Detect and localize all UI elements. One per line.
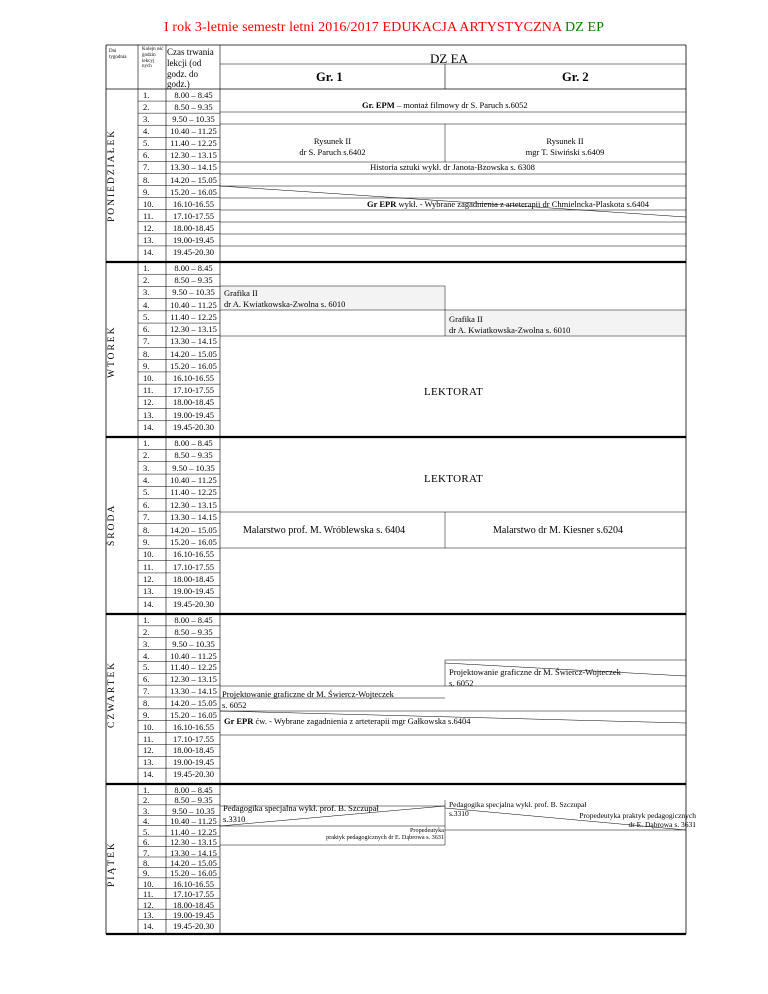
- header-gr2: Gr. 2: [562, 70, 589, 84]
- slot-time: 9.50 – 10.35: [172, 638, 215, 649]
- slot-time: 13.30 – 14.15: [170, 336, 217, 347]
- slot-time: 18.00-18.45: [172, 573, 215, 584]
- slot-time: 12.30 – 13.15: [170, 324, 217, 335]
- slot-number: 10.: [143, 198, 154, 209]
- slot-time: 8.50 – 9.35: [174, 450, 213, 461]
- slot-time: 13.30 – 14.15: [170, 162, 217, 173]
- slot-number: 7.: [143, 686, 150, 697]
- slot-time: 15.20 – 16.05: [170, 360, 217, 371]
- slot-number: 8.: [143, 348, 150, 359]
- slot-number: 7.: [143, 512, 150, 523]
- header-days: Dni tygodnia: [109, 49, 127, 60]
- slot-number: 9.: [143, 186, 150, 197]
- slot-number: 11.: [143, 889, 154, 900]
- slot-number: 9.: [143, 868, 150, 879]
- slot-time: 13.30 – 14.15: [170, 512, 217, 523]
- slot-time: 14.20 – 15.05: [170, 348, 217, 359]
- slot-time: 19.00-19.45: [172, 910, 215, 921]
- slot-time: 17.10-17.55: [172, 733, 215, 744]
- slot-number: 11.: [143, 733, 154, 744]
- slot-time: 19.00-19.45: [172, 757, 215, 768]
- fri-pedagogika-gr2: Pedagogika specjalna wykł. prof. B. Szczupał s.3310: [449, 800, 587, 819]
- slot-number: 2.: [143, 450, 150, 461]
- slot-time: 8.50 – 9.35: [174, 102, 213, 113]
- slot-time: 19.45-20.30: [172, 598, 215, 609]
- slot-number: 13.: [143, 586, 154, 597]
- mon-rysunek-gr1: Rysunek II dr S. Paruch s.6402: [299, 136, 366, 157]
- slot-number: 9.: [143, 709, 150, 720]
- slot-time: 15.20 – 16.05: [170, 186, 217, 197]
- slot-time: 13.30 – 14.15: [170, 686, 217, 697]
- slot-number: 6.: [143, 837, 150, 848]
- slot-time: 10.40 – 11.25: [170, 650, 217, 661]
- slot-time: 12.30 – 13.15: [170, 674, 217, 685]
- slot-number: 4.: [143, 816, 150, 827]
- slot-number: 4.: [143, 650, 150, 661]
- day-tuesday: WTOREK: [107, 325, 117, 378]
- slot-time: 13.30 – 14.15: [170, 847, 217, 858]
- thu-projektowanie-gr2: Projektowanie graficzne dr M. Świercz-Wojteczek s. 6052: [449, 667, 621, 688]
- slot-time: 18.00-18.45: [172, 397, 215, 408]
- slot-number: 14.: [143, 598, 154, 609]
- slot-number: 11.: [143, 561, 154, 572]
- slot-number: 6.: [143, 674, 150, 685]
- fri-propedeutyka-gr2: Propedeutyka praktyk pedagogicznych dr E. Dąbrowa s. 3631: [579, 811, 696, 830]
- slot-number: 5.: [143, 138, 150, 149]
- tue-grafika-gr1: Grafika II dr A. Kwiatkowska-Zwolna s. 6010: [224, 288, 346, 309]
- slot-time: 19.00-19.45: [172, 234, 215, 245]
- slot-number: 6.: [143, 150, 150, 161]
- slot-time: 8.00 – 8.45: [174, 438, 213, 448]
- slot-number: 12.: [143, 745, 154, 756]
- slot-number: 6.: [143, 324, 150, 335]
- slot-time: 9.50 – 10.35: [172, 805, 215, 816]
- slot-time: 19.45-20.30: [172, 769, 215, 780]
- slot-number: 13.: [143, 757, 154, 768]
- slot-time: 11.40 – 12.25: [170, 138, 217, 149]
- slot-time: 9.50 – 10.35: [172, 287, 215, 298]
- slot-time: 16.10-16.55: [172, 372, 215, 383]
- mon-historia: Historia sztuki wykł. dr Janota-Bzowska s. 6308: [370, 162, 535, 172]
- wed-malarstwo-gr1: Malarstwo prof. M. Wróblewska s. 6404: [243, 525, 406, 536]
- slot-number: 3.: [143, 462, 150, 473]
- mon-epr: Gr EPR wykł. - Wybrane zagadnienia z arteterapii dr Chmielncka-Plaskota s.6404: [367, 199, 649, 209]
- slot-time: 19.45-20.30: [172, 421, 215, 432]
- slot-number: 14.: [143, 920, 154, 931]
- slot-time: 12.30 – 13.15: [170, 837, 217, 848]
- day-thursday: CZWARTEK: [107, 660, 117, 728]
- slot-time: 18.00-18.45: [172, 899, 215, 910]
- slot-time: 17.10-17.55: [172, 210, 215, 221]
- slot-time: 11.40 – 12.25: [170, 662, 217, 673]
- slot-time: 10.40 – 11.25: [170, 816, 217, 827]
- slot-time: 17.10-17.55: [172, 385, 215, 396]
- slot-time: 8.00 – 8.45: [174, 615, 213, 625]
- slot-number: 3.: [143, 805, 150, 816]
- slot-time: 8.00 – 8.45: [174, 785, 213, 795]
- fri-pedagogika-gr1: Pedagogika specjalna wykł. prof. B. Szczupał s.3310: [223, 803, 379, 824]
- slot-number: 12.: [143, 397, 154, 408]
- slot-number: 1.: [143, 438, 150, 448]
- slot-time: 12.30 – 13.15: [170, 150, 217, 161]
- slot-time: 8.50 – 9.35: [174, 795, 213, 806]
- slot-number: 7.: [143, 162, 150, 173]
- slot-number: 5.: [143, 662, 150, 673]
- slot-number: 3.: [143, 287, 150, 298]
- slot-time: 11.40 – 12.25: [170, 311, 217, 322]
- slot-number: 13.: [143, 234, 154, 245]
- slot-number: 8.: [143, 858, 150, 868]
- slot-number: 1.: [143, 785, 150, 795]
- slot-number: 10.: [143, 721, 154, 732]
- slot-time: 17.10-17.55: [172, 561, 215, 572]
- slot-time: 19.45-20.30: [172, 246, 215, 257]
- header-group-main: DZ EA: [430, 51, 468, 66]
- slot-time: 16.10-16.55: [172, 549, 215, 560]
- slot-time: 16.10-16.55: [172, 878, 215, 889]
- slot-number: 2.: [143, 275, 150, 286]
- slot-number: 10.: [143, 549, 154, 560]
- slot-time: 16.10-16.55: [172, 721, 215, 732]
- slot-time: 15.20 – 16.05: [170, 709, 217, 720]
- title-main: I rok 3-letnie semestr letni 2016/2017 EDUKACJA ARTYSTYCZNA: [163, 20, 562, 35]
- slot-time: 18.00-18.45: [172, 222, 215, 233]
- slot-number: 6.: [143, 499, 150, 510]
- slot-number: 14.: [143, 421, 154, 432]
- day-friday: PIĄTEK: [107, 841, 117, 887]
- wed-lektorat: LEKTORAT: [424, 473, 484, 485]
- day-monday: PONIEDZIAŁEK: [107, 128, 117, 222]
- wed-malarstwo-gr2: Malarstwo dr M. Kiesner s.6204: [493, 525, 623, 536]
- slot-time: 9.50 – 10.35: [172, 114, 215, 125]
- slot-number: 3.: [143, 638, 150, 649]
- slot-number: 5.: [143, 826, 150, 837]
- slot-time: 19.00-19.45: [172, 586, 215, 597]
- slot-time: 15.20 – 16.05: [170, 868, 217, 879]
- slot-number: 10.: [143, 878, 154, 889]
- slot-number: 12.: [143, 222, 154, 233]
- slot-number: 12.: [143, 899, 154, 910]
- slot-number: 4.: [143, 299, 150, 310]
- mon-epm: Gr. EPM – montaż filmowy dr S. Paruch s.6052: [362, 100, 528, 110]
- slot-time: 14.20 – 15.05: [170, 858, 217, 868]
- slot-time: 14.20 – 15.05: [170, 524, 217, 535]
- slot-number: 14.: [143, 769, 154, 780]
- slot-number: 11.: [143, 210, 154, 221]
- slot-time: 11.40 – 12.25: [170, 487, 217, 498]
- slot-number: 2.: [143, 795, 150, 806]
- slot-number: 5.: [143, 487, 150, 498]
- slot-time: 15.20 – 16.05: [170, 536, 217, 547]
- slot-number: 5.: [143, 311, 150, 322]
- slot-time: 10.40 – 11.25: [170, 475, 217, 486]
- slot-time: 10.40 – 11.25: [170, 126, 217, 137]
- day-wednesday: ŚRODA: [107, 503, 117, 546]
- slot-time: 10.40 – 11.25: [170, 299, 217, 310]
- slot-time: 8.50 – 9.35: [174, 275, 213, 286]
- slot-time: 19.00-19.45: [172, 409, 215, 420]
- tue-grafika-gr2: Grafika II dr A. Kwiatkowska-Zwolna s. 6010: [449, 314, 571, 335]
- slot-number: 4.: [143, 475, 150, 486]
- slot-number: 1.: [143, 615, 150, 625]
- slot-time: 19.45-20.30: [172, 920, 215, 931]
- slot-number: 13.: [143, 409, 154, 420]
- fri-propedeutyka-gr1: Propedeutyka praktyk pedagogicznych dr E. Dąbrowa s. 3631: [326, 827, 444, 842]
- slot-number: 7.: [143, 847, 150, 858]
- thu-projektowanie-gr1: Projektowanie graficzne dr M. Świercz-Wojteczek s. 6052: [222, 689, 394, 710]
- slot-number: 3.: [143, 114, 150, 125]
- slot-time: 12.30 – 13.15: [170, 499, 217, 510]
- slot-number: 11.: [143, 385, 154, 396]
- header-time: Czas trwania lekcji (od godz. do godz.): [167, 47, 214, 90]
- slot-time: 14.20 – 15.05: [170, 698, 217, 708]
- slot-number: 2.: [143, 102, 150, 113]
- slot-time: 14.20 – 15.05: [170, 174, 217, 185]
- slot-number: 1.: [143, 90, 150, 100]
- slot-number: 13.: [143, 910, 154, 921]
- header-order: Kolejn ość godzin lekcyj nych: [142, 47, 164, 70]
- slot-number: 8.: [143, 698, 150, 708]
- thu-epr: Gr EPR ćw. - Wybrane zagadnienia z arteterapii mgr Gałkowska s.6404: [224, 716, 471, 726]
- slot-number: 8.: [143, 524, 150, 535]
- slot-number: 9.: [143, 536, 150, 547]
- title-suffix: DZ EP: [565, 20, 605, 35]
- mon-rysunek-gr2: Rysunek II mgr T. Siwiński s.6409: [525, 136, 605, 157]
- slot-number: 10.: [143, 372, 154, 383]
- slot-time: 17.10-17.55: [172, 889, 215, 900]
- slot-time: 8.50 – 9.35: [174, 626, 213, 637]
- slot-time: 11.40 – 12.25: [170, 826, 217, 837]
- slot-time: 18.00-18.45: [172, 745, 215, 756]
- slot-time: 16.10-16.55: [172, 198, 215, 209]
- slot-number: 8.: [143, 174, 150, 185]
- tue-lektorat: LEKTORAT: [424, 386, 484, 398]
- slot-number: 4.: [143, 126, 150, 137]
- slot-number: 2.: [143, 626, 150, 637]
- slot-time: 8.00 – 8.45: [174, 263, 213, 273]
- slot-number: 9.: [143, 360, 150, 371]
- slot-number: 14.: [143, 246, 154, 257]
- slot-number: 7.: [143, 336, 150, 347]
- slot-time: 9.50 – 10.35: [172, 462, 215, 473]
- header-gr1: Gr. 1: [316, 70, 343, 84]
- slot-number: 1.: [143, 263, 150, 273]
- slot-number: 12.: [143, 573, 154, 584]
- slot-time: 8.00 – 8.45: [174, 90, 213, 100]
